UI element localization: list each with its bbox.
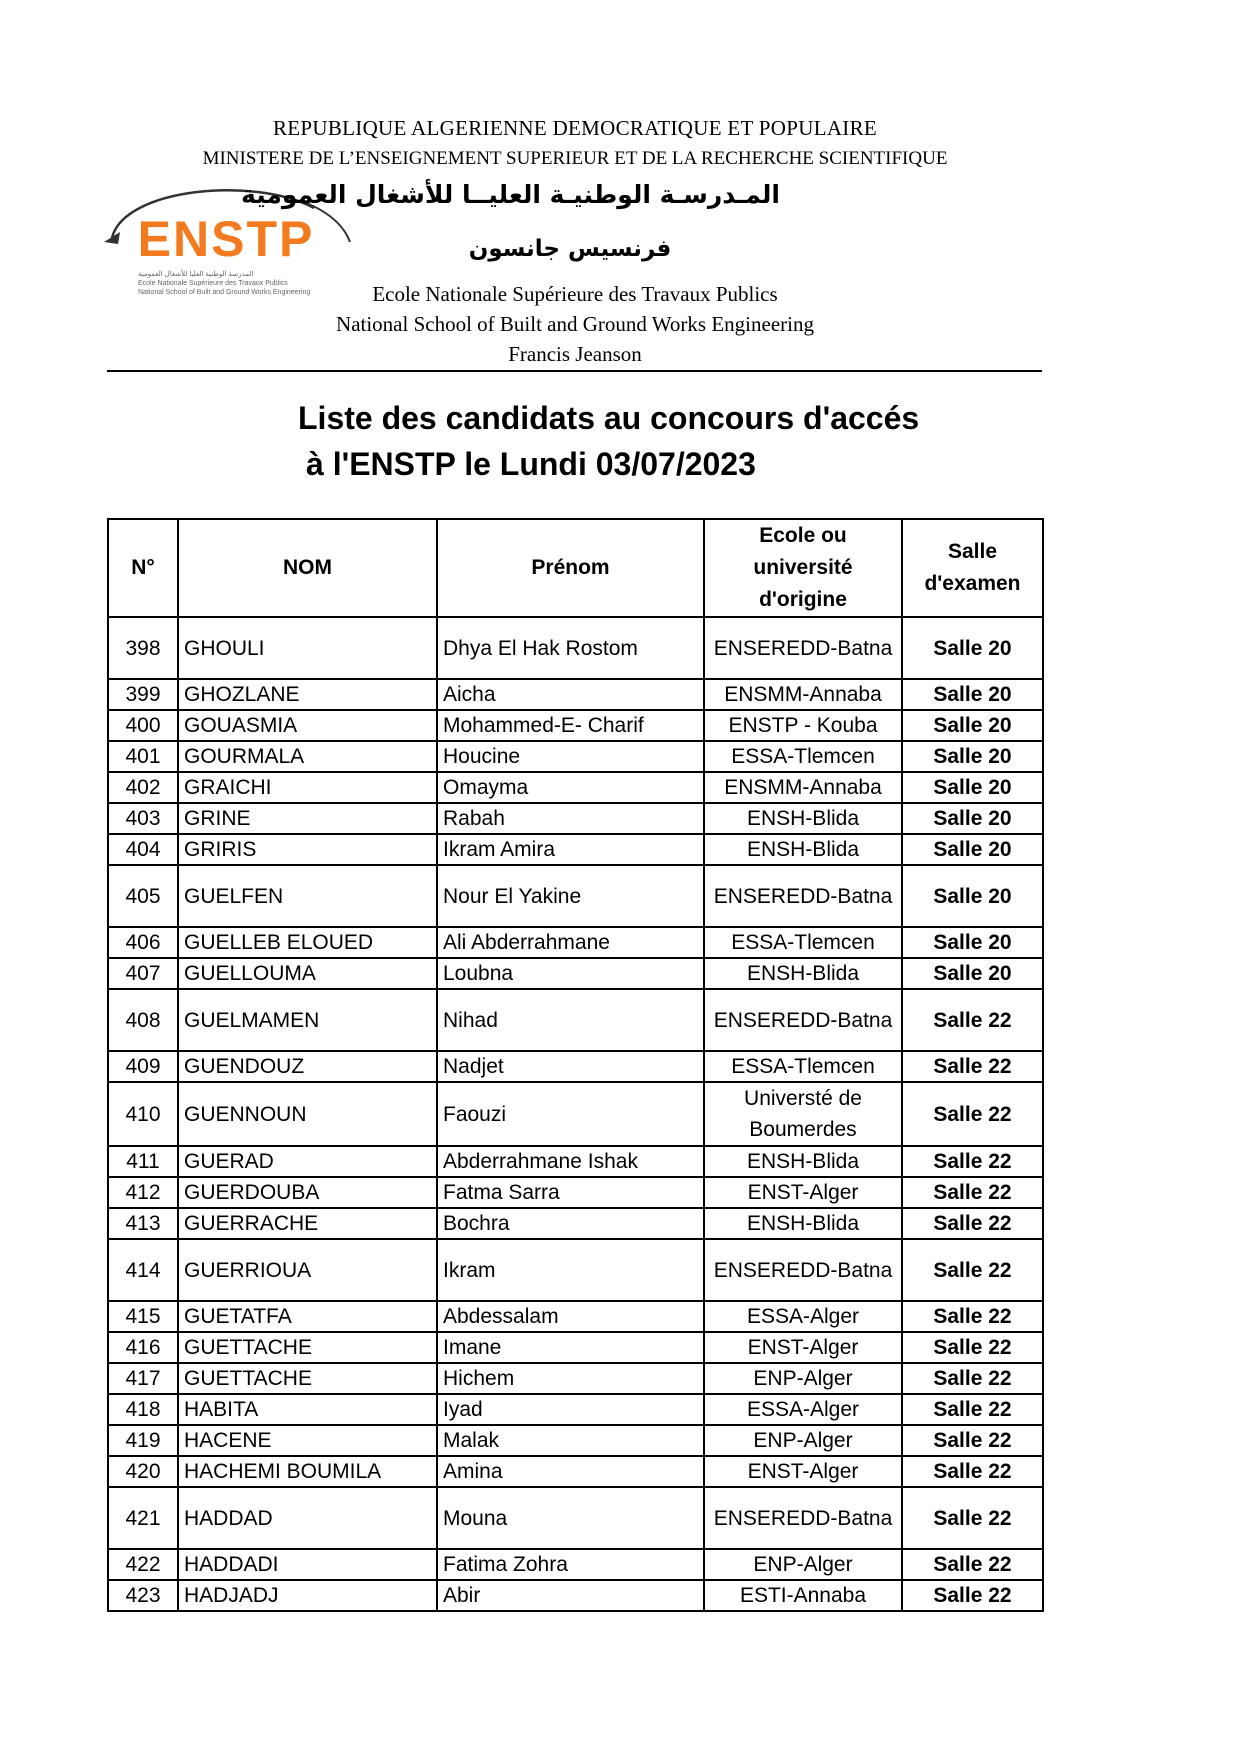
arabic-francis-jeanson: فرنسيس جانسون — [468, 236, 672, 262]
table-row — [108, 772, 1043, 803]
logo-subtitle: المدرسة الوطنية العليا للأشغال العمومية Ecole Nationale Supérieure des Travaux Publics National School of Built and Ground Works Engineering — [138, 271, 311, 296]
cell-ecole: ENSEREDD-Batna — [704, 989, 902, 1051]
cell-number: 418 — [108, 1394, 178, 1425]
cell-nom: GUETTACHE — [178, 1332, 437, 1363]
table-row — [108, 1051, 1043, 1082]
cell-salle: Salle 22 — [902, 1487, 1043, 1549]
cell-salle: Salle 20 — [902, 617, 1043, 679]
ministry-heading: MINISTERE DE L’ENSEIGNEMENT SUPERIEUR ET DE LA RECHERCHE SCIENTIFIQUE — [202, 148, 948, 169]
cell-nom: GHOZLANE — [178, 679, 437, 710]
cell-salle: Salle 22 — [902, 1425, 1043, 1456]
cell-prenom: Omayma — [437, 772, 704, 803]
cell-number: 409 — [108, 1051, 178, 1082]
cell-nom: HADDADI — [178, 1549, 437, 1580]
cell-ecole: ENST-Alger — [704, 1456, 902, 1487]
cell-nom: GUENDOUZ — [178, 1051, 437, 1082]
cell-number: 419 — [108, 1425, 178, 1456]
cell-prenom: Fatma Sarra — [437, 1177, 704, 1208]
cell-ecole: ESSA-Tlemcen — [704, 1051, 902, 1082]
table-row — [108, 1487, 1043, 1549]
cell-prenom: Aicha — [437, 679, 704, 710]
cell-ecole: ESSA-Alger — [704, 1394, 902, 1425]
cell-number: 401 — [108, 741, 178, 772]
table-row — [108, 1146, 1043, 1177]
cell-ecole: ENSH-Blida — [704, 958, 902, 989]
cell-ecole: ENSEREDD-Batna — [704, 865, 902, 927]
cell-prenom: Abderrahmane Ishak — [437, 1146, 704, 1177]
table-row — [108, 679, 1043, 710]
cell-prenom: Hichem — [437, 1363, 704, 1394]
cell-nom: HABITA — [178, 1394, 437, 1425]
cell-ecole: ESSA-Alger — [704, 1301, 902, 1332]
cell-prenom: Fatima Zohra — [437, 1549, 704, 1580]
cell-ecole: ENSH-Blida — [704, 1146, 902, 1177]
cell-number: 417 — [108, 1363, 178, 1394]
cell-prenom: Nihad — [437, 989, 704, 1051]
table-row — [108, 710, 1043, 741]
cell-number: 415 — [108, 1301, 178, 1332]
cell-nom: GUELLOUMA — [178, 958, 437, 989]
cell-number: 416 — [108, 1332, 178, 1363]
cell-number: 408 — [108, 989, 178, 1051]
cell-ecole: ENSH-Blida — [704, 834, 902, 865]
cell-ecole: ENST-Alger — [704, 1177, 902, 1208]
cell-number: 422 — [108, 1549, 178, 1580]
table-row — [108, 1425, 1043, 1456]
cell-salle: Salle 22 — [902, 1208, 1043, 1239]
cell-prenom: Abdessalam — [437, 1301, 704, 1332]
cell-salle: Salle 20 — [902, 803, 1043, 834]
cell-prenom: Amina — [437, 1456, 704, 1487]
cell-ecole: ENSH-Blida — [704, 1208, 902, 1239]
cell-nom: GUELMAMEN — [178, 989, 437, 1051]
cell-number: 407 — [108, 958, 178, 989]
cell-nom: HACHEMI BOUMILA — [178, 1456, 437, 1487]
cell-prenom: Abir — [437, 1580, 704, 1611]
table-row — [108, 1301, 1043, 1332]
cell-prenom: Nour El Yakine — [437, 865, 704, 927]
cell-nom: GUELFEN — [178, 865, 437, 927]
cell-prenom: Mohammed-E- Charif — [437, 710, 704, 741]
cell-number: 411 — [108, 1146, 178, 1177]
cell-prenom: Dhya El Hak Rostom — [437, 617, 704, 679]
cell-salle: Salle 20 — [902, 679, 1043, 710]
table-row — [108, 1082, 1043, 1146]
document-title-line1: Liste des candidats au concours d'accés — [298, 400, 920, 436]
table-body — [108, 617, 1043, 1611]
cell-prenom: Ali Abderrahmane — [437, 927, 704, 958]
cell-salle: Salle 22 — [902, 1301, 1043, 1332]
cell-nom: HADDAD — [178, 1487, 437, 1549]
col-header-salle: Salle d'examen — [902, 519, 1043, 617]
cell-ecole: ENP-Alger — [704, 1549, 902, 1580]
cell-salle: Salle 22 — [902, 1394, 1043, 1425]
cell-number: 421 — [108, 1487, 178, 1549]
cell-ecole: ESSA-Tlemcen — [704, 741, 902, 772]
arabic-school-name: المـدرسـة الوطنيـة العليــا للأشغال العمومية — [241, 180, 780, 209]
cell-prenom: Iyad — [437, 1394, 704, 1425]
school-name-en: National School of Built and Ground Works Engineering — [336, 312, 814, 336]
cell-salle: Salle 22 — [902, 989, 1043, 1051]
cell-nom: GUERAD — [178, 1146, 437, 1177]
cell-salle: Salle 22 — [902, 1580, 1043, 1611]
school-name-fr: Ecole Nationale Supérieure des Travaux Publics — [372, 282, 778, 306]
col-header-ecole: Ecole ou université d'origine — [704, 519, 902, 617]
table-row — [108, 1456, 1043, 1487]
cell-prenom: Ikram — [437, 1239, 704, 1301]
cell-number: 413 — [108, 1208, 178, 1239]
table-row — [108, 741, 1043, 772]
cell-number: 399 — [108, 679, 178, 710]
table-row — [108, 617, 1043, 679]
table-row — [108, 1363, 1043, 1394]
cell-ecole: ENSEREDD-Batna — [704, 1239, 902, 1301]
cell-nom: GUERDOUBA — [178, 1177, 437, 1208]
cell-prenom: Loubna — [437, 958, 704, 989]
cell-number: 400 — [108, 710, 178, 741]
cell-ecole: ENST-Alger — [704, 1332, 902, 1363]
cell-nom: HADJADJ — [178, 1580, 437, 1611]
cell-number: 423 — [108, 1580, 178, 1611]
cell-ecole: Universté de Boumerdes — [704, 1082, 902, 1146]
cell-number: 420 — [108, 1456, 178, 1487]
cell-salle: Salle 22 — [902, 1549, 1043, 1580]
cell-ecole: ESSA-Tlemcen — [704, 927, 902, 958]
cell-nom: GRIRIS — [178, 834, 437, 865]
cell-salle: Salle 22 — [902, 1239, 1043, 1301]
table-row — [108, 958, 1043, 989]
table-row — [108, 1332, 1043, 1363]
cell-ecole: ENP-Alger — [704, 1425, 902, 1456]
cell-nom: GUETTACHE — [178, 1363, 437, 1394]
candidates-table — [107, 518, 1044, 1612]
cell-number: 406 — [108, 927, 178, 958]
cell-number: 398 — [108, 617, 178, 679]
cell-salle: Salle 22 — [902, 1051, 1043, 1082]
cell-salle: Salle 20 — [902, 741, 1043, 772]
cell-ecole: ENSMM-Annaba — [704, 772, 902, 803]
svg-text:ENSTP: ENSTP — [137, 211, 315, 267]
cell-number: 402 — [108, 772, 178, 803]
cell-nom: GRAICHI — [178, 772, 437, 803]
cell-ecole: ESTI-Annaba — [704, 1580, 902, 1611]
table-row — [108, 1208, 1043, 1239]
cell-salle: Salle 20 — [902, 710, 1043, 741]
cell-number: 414 — [108, 1239, 178, 1301]
cell-nom: HACENE — [178, 1425, 437, 1456]
table-row — [108, 834, 1043, 865]
col-header-prenom: Prénom — [437, 519, 704, 617]
cell-nom: GHOULI — [178, 617, 437, 679]
cell-nom: GUERRIOUA — [178, 1239, 437, 1301]
col-header-number: N° — [108, 519, 178, 617]
table-header-row — [108, 519, 1043, 617]
republic-heading: REPUBLIQUE ALGERIENNE DEMOCRATIQUE ET POPULAIRE — [272, 116, 878, 140]
cell-ecole: ENSH-Blida — [704, 803, 902, 834]
cell-number: 405 — [108, 865, 178, 927]
table-row — [108, 989, 1043, 1051]
table-row — [108, 803, 1043, 834]
cell-prenom: Malak — [437, 1425, 704, 1456]
cell-prenom: Imane — [437, 1332, 704, 1363]
table-row — [108, 1394, 1043, 1425]
cell-prenom: Nadjet — [437, 1051, 704, 1082]
cell-nom: GRINE — [178, 803, 437, 834]
cell-salle: Salle 22 — [902, 1332, 1043, 1363]
cell-ecole: ENSTP - Kouba — [704, 710, 902, 741]
table-row — [108, 1177, 1043, 1208]
cell-nom: GUERRACHE — [178, 1208, 437, 1239]
cell-ecole: ENSEREDD-Batna — [704, 617, 902, 679]
cell-ecole: ENSMM-Annaba — [704, 679, 902, 710]
table-row — [108, 865, 1043, 927]
cell-prenom: Bochra — [437, 1208, 704, 1239]
cell-prenom: Rabah — [437, 803, 704, 834]
cell-salle: Salle 22 — [902, 1456, 1043, 1487]
table-row — [108, 1239, 1043, 1301]
cell-prenom: Mouna — [437, 1487, 704, 1549]
cell-prenom: Faouzi — [437, 1082, 704, 1146]
table-row — [108, 927, 1043, 958]
cell-salle: Salle 22 — [902, 1177, 1043, 1208]
table-row — [108, 1580, 1043, 1611]
cell-nom: GOUASMIA — [178, 710, 437, 741]
cell-nom: GUELLEB ELOUED — [178, 927, 437, 958]
cell-number: 403 — [108, 803, 178, 834]
cell-salle: Salle 22 — [902, 1146, 1043, 1177]
table-row — [108, 1549, 1043, 1580]
cell-nom: GUETATFA — [178, 1301, 437, 1332]
cell-number: 410 — [108, 1082, 178, 1146]
cell-salle: Salle 22 — [902, 1082, 1043, 1146]
cell-number: 412 — [108, 1177, 178, 1208]
cell-salle: Salle 20 — [902, 834, 1043, 865]
cell-salle: Salle 20 — [902, 772, 1043, 803]
cell-salle: Salle 22 — [902, 1363, 1043, 1394]
school-francis-jeanson: Francis Jeanson — [508, 342, 642, 366]
cell-prenom: Ikram Amira — [437, 834, 704, 865]
document-title-line2: à l'ENSTP le Lundi 03/07/2023 — [306, 446, 756, 482]
cell-ecole: ENSEREDD-Batna — [704, 1487, 902, 1549]
cell-nom: GOURMALA — [178, 741, 437, 772]
cell-ecole: ENP-Alger — [704, 1363, 902, 1394]
header-divider — [107, 370, 1042, 372]
col-header-nom: NOM — [178, 519, 437, 617]
cell-number: 404 — [108, 834, 178, 865]
cell-salle: Salle 20 — [902, 927, 1043, 958]
cell-prenom: Houcine — [437, 741, 704, 772]
cell-nom: GUENNOUN — [178, 1082, 437, 1146]
cell-salle: Salle 20 — [902, 865, 1043, 927]
cell-salle: Salle 20 — [902, 958, 1043, 989]
